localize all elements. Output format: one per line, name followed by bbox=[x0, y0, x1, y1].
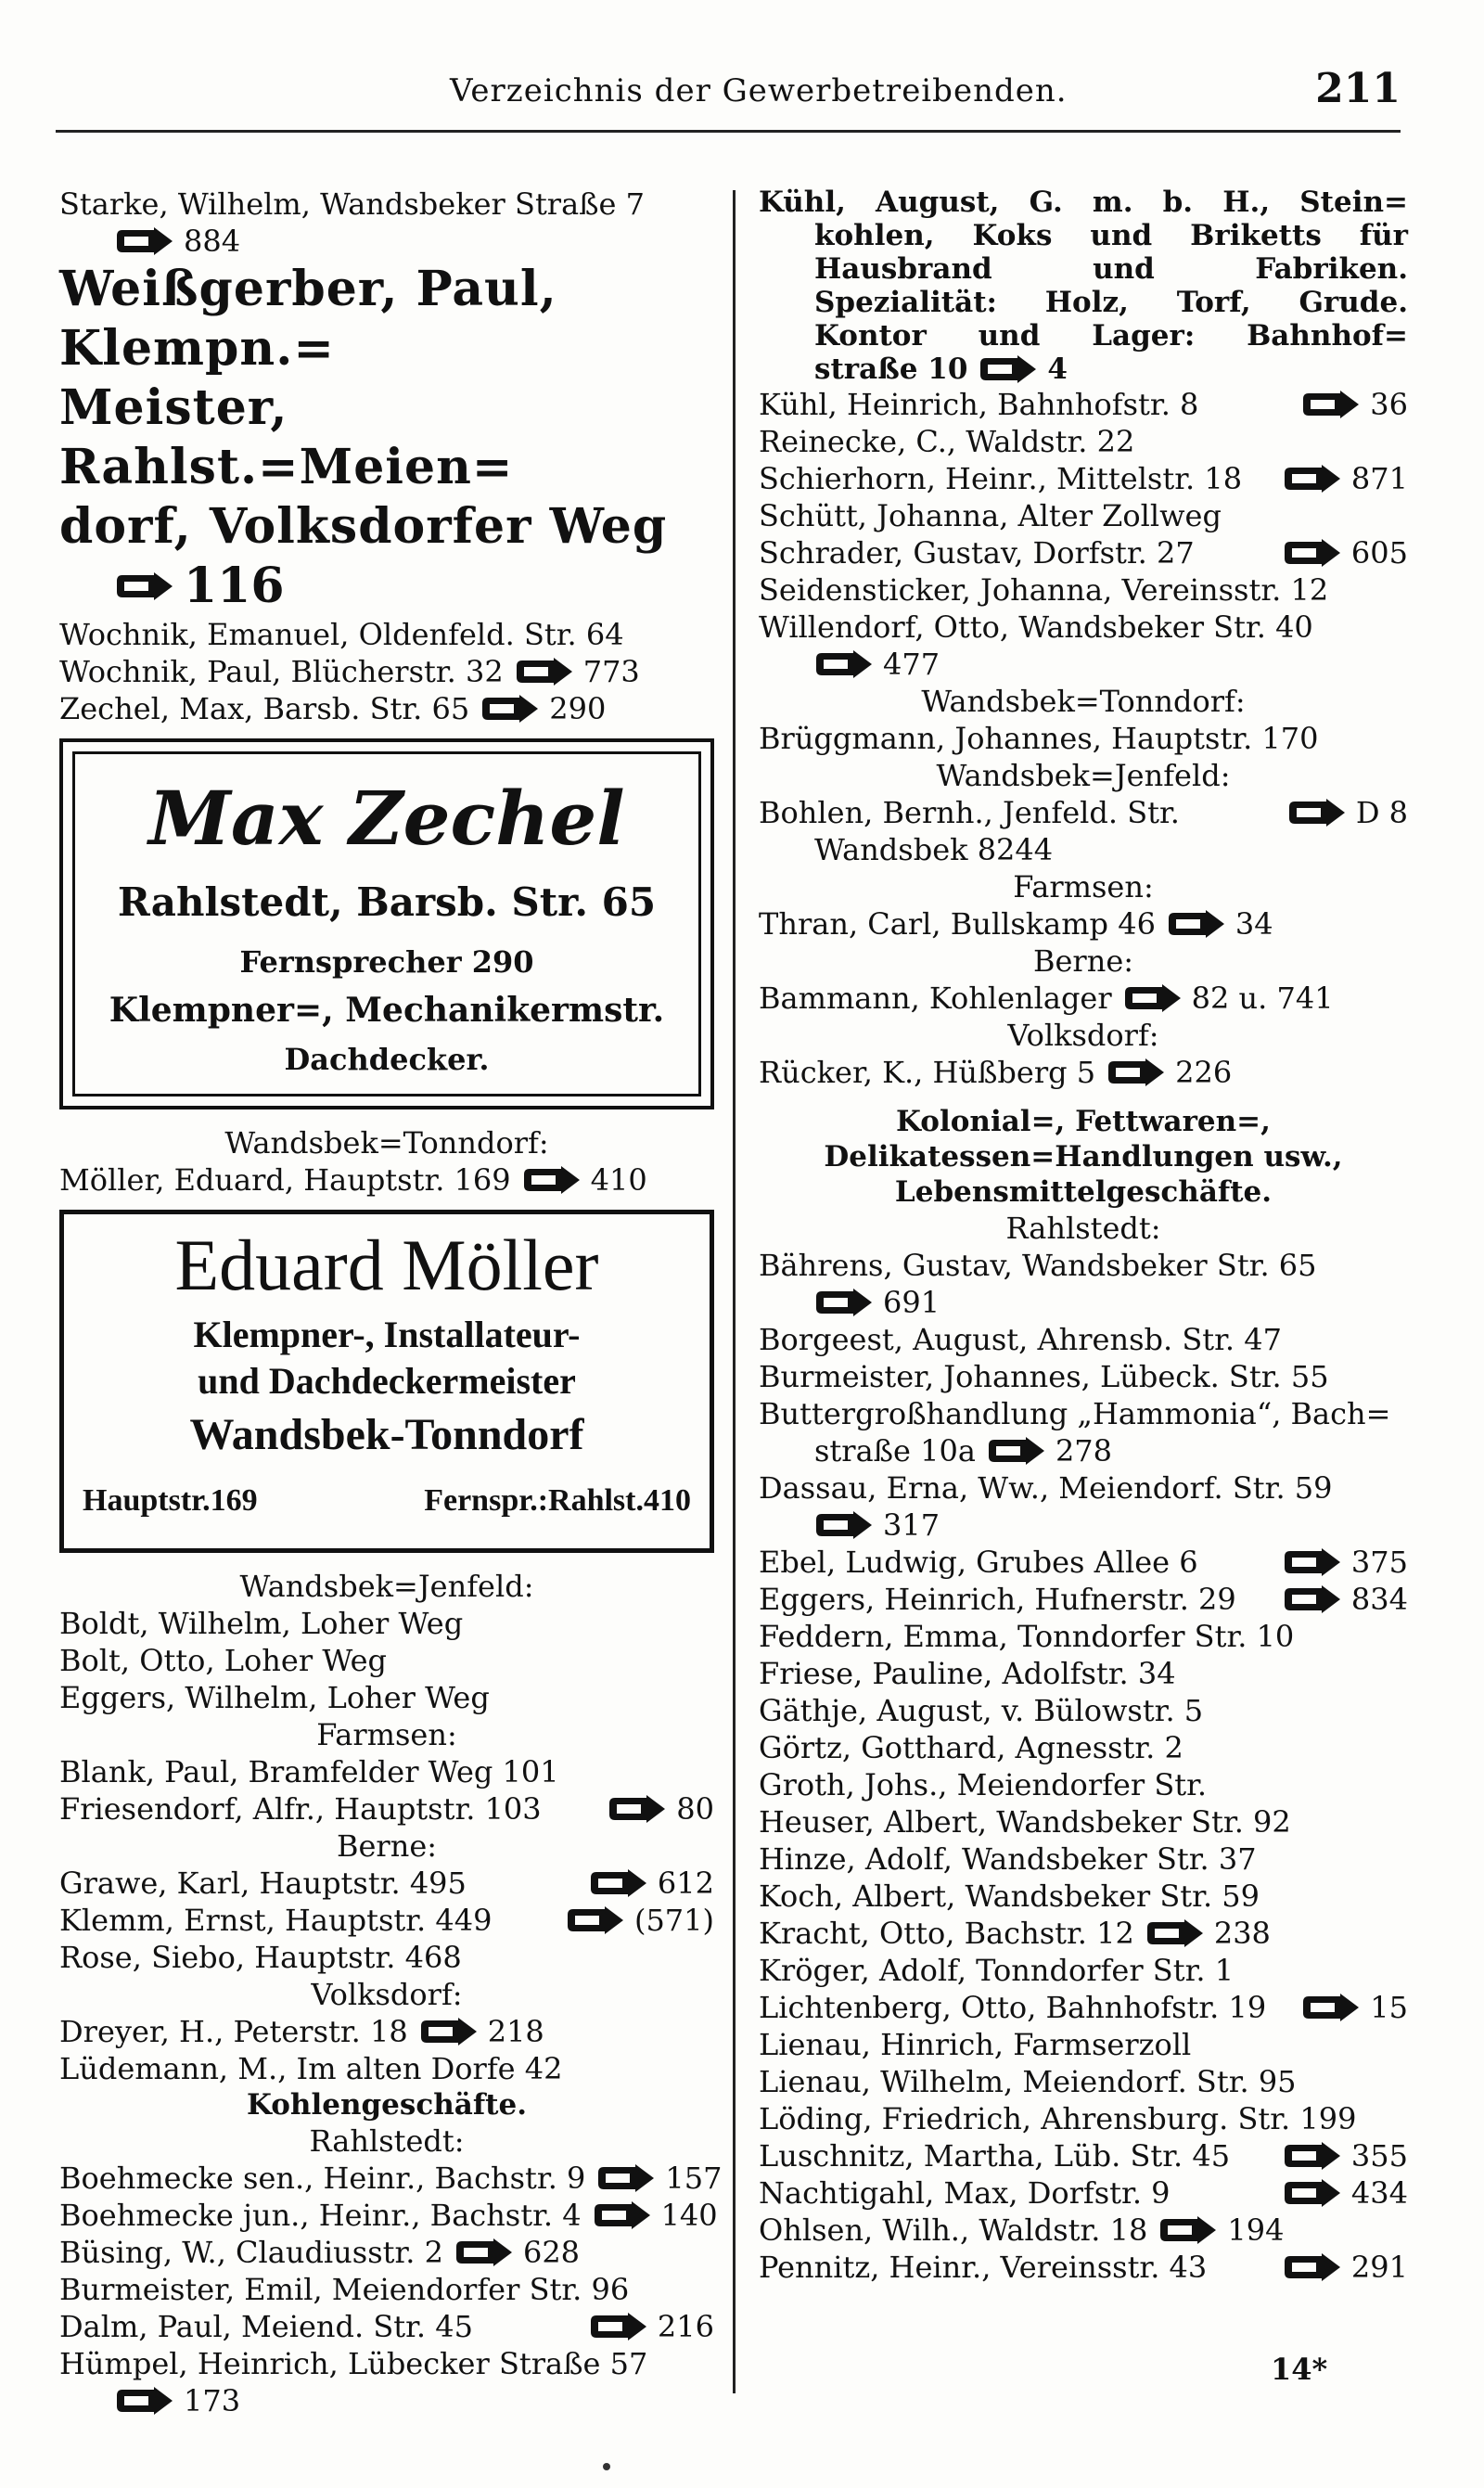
entry-line: Blank, Paul, Bramfelder Weg 101 bbox=[59, 1754, 559, 1789]
phone-entry: 355 bbox=[1283, 2137, 1408, 2174]
print-dot bbox=[603, 2463, 610, 2470]
phone-pointer-icon bbox=[1283, 2142, 1342, 2170]
entry-line: Rose, Siebo, Hauptstr. 468 bbox=[59, 1940, 462, 1975]
phone-pointer-icon bbox=[419, 2018, 479, 2046]
ad-trade-line: und Dachdeckermeister bbox=[198, 1360, 576, 1402]
section-heading: Wandsbek=Jenfeld: bbox=[936, 758, 1231, 793]
phone-pointer-icon bbox=[814, 650, 874, 678]
section-heading: Wandsbek=Tonndorf: bbox=[921, 684, 1246, 719]
phone-entry: 884 bbox=[115, 223, 240, 260]
phone-pointer-icon bbox=[1283, 2179, 1342, 2207]
phone-pointer-icon bbox=[454, 2238, 514, 2266]
phone-pointer-icon bbox=[566, 1906, 625, 1934]
bold-entry-line: Kontor und Lager: Bahnhof= bbox=[814, 319, 1408, 353]
entry-line: Grawe, Karl, Hauptstr. 495 612 bbox=[59, 1866, 714, 1901]
entry-line: Bohlen, Bernh., Jenfeld. Str. D 8 bbox=[759, 795, 1408, 830]
phone-entry: 278 bbox=[987, 1432, 1112, 1469]
entry-line: Boehmecke sen., Heinr., Bachstr. 9 157 bbox=[59, 2161, 723, 2196]
phone-entry: 226 bbox=[1107, 1054, 1232, 1091]
ad-name: Eduard Möller bbox=[174, 1225, 599, 1305]
bold-entry-line: Kühl, August, G. m. b. H., Stein= bbox=[759, 186, 1408, 219]
advertisement-max-zechel bbox=[59, 738, 714, 1109]
entry-line: Borgeest, August, Ahrensb. Str. 47 bbox=[759, 1322, 1282, 1357]
entry-line: Dalm, Paul, Meiend. Str. 45 216 bbox=[59, 2309, 714, 2344]
phone-entry: 216 bbox=[589, 2308, 714, 2345]
phone-entry: 290 bbox=[480, 690, 606, 727]
phone-pointer-icon bbox=[608, 1795, 667, 1823]
phone-entry: 82 u. 741 bbox=[1123, 980, 1334, 1017]
phone-entry: 34 bbox=[1167, 905, 1273, 943]
entry-line: Bolt, Otto, Loher Weg bbox=[59, 1643, 388, 1678]
entry-line: Nachtigahl, Max, Dorfstr. 9 434 bbox=[759, 2175, 1408, 2211]
bold-entry-line: kohlen, Koks und Briketts für bbox=[814, 219, 1408, 252]
phone-entry: 871 bbox=[1283, 460, 1408, 497]
entry-line: Kracht, Otto, Bachstr. 12 238 bbox=[759, 1916, 1271, 1951]
ad-address: Rahlstedt, Barsb. Str. 65 bbox=[117, 879, 657, 925]
phone-entry: 157 bbox=[596, 2160, 722, 2197]
entry-line: Friesendorf, Alfr., Hauptstr. 103 80 bbox=[59, 1791, 714, 1827]
phone-pointer-icon bbox=[1107, 1058, 1166, 1086]
entry-line: Dassau, Erna, Ww., Meiendorf. Str. 59 bbox=[759, 1470, 1333, 1506]
phone-pointer-icon bbox=[515, 658, 574, 686]
entry-line: Wandsbek 8244 bbox=[814, 832, 1054, 867]
phone-entry: 773 bbox=[515, 653, 640, 690]
advertisement-eduard-moller bbox=[59, 1210, 714, 1553]
entry-line: Görtz, Gotthard, Agnesstr. 2 bbox=[759, 1730, 1183, 1765]
entry-line: Möller, Eduard, Hauptstr. 169 410 bbox=[59, 1162, 647, 1198]
phone-entry: 36 bbox=[1301, 386, 1408, 423]
phone-pointer-icon bbox=[1123, 984, 1183, 1012]
phone-entry: 605 bbox=[1283, 534, 1408, 571]
signature-mark: 14* bbox=[1271, 2352, 1328, 2387]
phone-pointer-icon bbox=[1283, 2253, 1342, 2281]
entry-line: Kühl, Heinrich, Bahnhofstr. 8 36 bbox=[759, 387, 1408, 422]
entry-line: Seidensticker, Johanna, Vereinsstr. 12 bbox=[759, 572, 1329, 608]
entry-line bbox=[759, 646, 1408, 683]
entry-line: Groth, Johs., Meiendorfer Str. bbox=[759, 1767, 1208, 1802]
phone-entry: 140 bbox=[593, 2197, 718, 2234]
phone-pointer-icon bbox=[1301, 1994, 1361, 2021]
entry-line: Ohlsen, Wilh., Waldstr. 18 194 bbox=[759, 2212, 1285, 2248]
bold-entry-line: straße 10 4 bbox=[814, 353, 1068, 386]
section-heading: Rahlstedt: bbox=[309, 2123, 465, 2159]
section-heading: Berne: bbox=[1032, 943, 1134, 979]
entry-line: Heuser, Albert, Wandsbeker Str. 92 bbox=[759, 1804, 1291, 1840]
phone-entry: 15 bbox=[1301, 1989, 1408, 2026]
entry-line: Starke, Wilhelm, Wandsbeker Straße 7 bbox=[59, 186, 646, 222]
entry-line: Hinze, Adolf, Wandsbeker Str. 37 bbox=[759, 1841, 1257, 1877]
section-heading: Wandsbek=Jenfeld: bbox=[239, 1569, 534, 1604]
section-heading: Volksdorf: bbox=[311, 1977, 463, 2012]
entry-line: Dreyer, H., Peterstr. 18 218 bbox=[59, 2014, 544, 2049]
phone-entry: 218 bbox=[419, 2013, 544, 2050]
phone-pointer-icon bbox=[1283, 539, 1342, 567]
entry-line: Friese, Pauline, Adolfstr. 34 bbox=[759, 1656, 1176, 1691]
entry-line: Pennitz, Heinr., Vereinsstr. 43 291 bbox=[759, 2250, 1408, 2285]
entry-line: Lichtenberg, Otto, Bahnhofstr. 19 15 bbox=[759, 1990, 1408, 2025]
entry-line: Boehmecke jun., Heinr., Bachstr. 4 140 bbox=[59, 2198, 718, 2233]
phone-entry: 238 bbox=[1145, 1915, 1271, 1952]
ad-city: Wandsbek-Tonndorf bbox=[189, 1410, 584, 1459]
bold-entry-line: dorf, Volksdorfer Weg bbox=[59, 498, 668, 555]
bold-entry-line: Hausbrand und Fabriken. bbox=[814, 252, 1408, 286]
entry-line: Wochnik, Emanuel, Oldenfeld. Str. 64 bbox=[59, 617, 624, 652]
entry-line: Bährens, Gustav, Wandsbeker Str. 65 bbox=[759, 1248, 1317, 1283]
section-title: Kohlengeschäfte. bbox=[246, 2088, 528, 2122]
phone-pointer-icon bbox=[1283, 1585, 1342, 1613]
ad-trade: Dachdecker. bbox=[284, 1042, 490, 1077]
entry-line: Büsing, W., Claudiusstr. 2 628 bbox=[59, 2235, 581, 2270]
entry-line: Eggers, Wilhelm, Loher Weg bbox=[59, 1680, 490, 1715]
entry-line: Klemm, Ernst, Hauptstr. 449 (571) bbox=[59, 1903, 714, 1938]
phone-entry: 628 bbox=[454, 2234, 580, 2271]
phone-entry: 477 bbox=[814, 646, 940, 683]
entry-line: Rücker, K., Hüßberg 5 226 bbox=[759, 1055, 1233, 1090]
phone-entry: 4 bbox=[979, 353, 1068, 386]
entry-line: Schierhorn, Heinr., Mittelstr. 18 871 bbox=[759, 461, 1408, 496]
entry-line: Hümpel, Heinrich, Lübecker Straße 57 bbox=[59, 2346, 648, 2381]
section-heading: Farmsen: bbox=[316, 1717, 457, 1752]
entry-line: Zechel, Max, Barsb. Str. 65 290 bbox=[59, 691, 607, 726]
ad-inner-frame bbox=[72, 751, 701, 1097]
phone-entry: 410 bbox=[522, 1161, 647, 1199]
entry-line: Brüggmann, Johannes, Hauptstr. 170 bbox=[759, 721, 1319, 756]
phone-pointer-icon bbox=[979, 355, 1038, 383]
phone-entry: D 8 bbox=[1287, 794, 1408, 831]
phone-pointer-icon bbox=[1301, 391, 1361, 418]
entry-line: Gäthje, August, v. Bülowstr. 5 bbox=[759, 1693, 1204, 1728]
section-heading: Wandsbek=Tonndorf: bbox=[224, 1125, 549, 1161]
section-heading: Farmsen: bbox=[1013, 869, 1154, 904]
phone-entry: 375 bbox=[1283, 1544, 1408, 1581]
phone-pointer-icon bbox=[1145, 1919, 1205, 1947]
entry-line: Thran, Carl, Bullskamp 46 34 bbox=[759, 906, 1273, 942]
phone-pointer-icon bbox=[589, 2313, 648, 2341]
phone-pointer-icon bbox=[596, 2164, 656, 2192]
ad-phone: Fernsprecher 290 bbox=[239, 944, 534, 980]
entry-line: Kröger, Adolf, Tonndorfer Str. 1 bbox=[759, 1953, 1235, 1988]
section-title: Delikatessen=Handlungen usw., bbox=[824, 1140, 1343, 1173]
entry-line: Lienau, Wilhelm, Meiendorf. Str. 95 bbox=[759, 2064, 1297, 2099]
entry-line: Schrader, Gustav, Dorfstr. 27 605 bbox=[759, 535, 1408, 571]
entry-line: Buttergroßhandlung „Hammonia“, Bach= bbox=[759, 1396, 1391, 1431]
phone-entry: 434 bbox=[1283, 2174, 1408, 2212]
entry-line: Luschnitz, Martha, Lüb. Str. 45 355 bbox=[759, 2138, 1408, 2174]
ad-phone: Fernspr.:Rahlst.410 bbox=[424, 1483, 691, 1518]
entry-line: Ebel, Ludwig, Grubes Allee 6 375 bbox=[759, 1545, 1408, 1580]
entry-line: Wochnik, Paul, Blücherstr. 32 773 bbox=[59, 654, 640, 689]
entry-line: Lienau, Hinrich, Farmserzoll bbox=[759, 2027, 1192, 2062]
phone-pointer-icon bbox=[1167, 910, 1226, 938]
section-heading: Rahlstedt: bbox=[1005, 1211, 1161, 1246]
left-column bbox=[59, 186, 723, 2419]
phone-pointer-icon bbox=[987, 1437, 1046, 1465]
phone-entry: 291 bbox=[1283, 2249, 1408, 2286]
phone-pointer-icon bbox=[1283, 465, 1342, 493]
entry-line: Feddern, Emma, Tonndorfer Str. 10 bbox=[759, 1619, 1295, 1654]
ad-footer bbox=[83, 1483, 691, 1519]
phone-pointer-icon bbox=[522, 1166, 582, 1194]
entry-line: Burmeister, Johannes, Lübeck. Str. 55 bbox=[759, 1359, 1329, 1394]
phone-pointer-icon bbox=[1287, 799, 1347, 827]
phone-entry: 173 bbox=[115, 2382, 240, 2419]
entry-line: Löding, Friedrich, Ahrensburg. Str. 199 bbox=[759, 2101, 1357, 2136]
phone-pointer-icon bbox=[589, 1869, 648, 1897]
bold-entry-line: Spezialität: Holz, Torf, Grude. bbox=[814, 286, 1408, 319]
ad-street: Hauptstr.169 bbox=[83, 1483, 258, 1518]
phone-pointer-icon bbox=[814, 1511, 874, 1539]
phone-pointer-icon bbox=[115, 227, 174, 255]
entry-line: Bammann, Kohlenlager 82 u. 741 bbox=[759, 981, 1334, 1016]
phone-entry: 834 bbox=[1283, 1581, 1408, 1618]
entry-line: Boldt, Wilhelm, Loher Weg bbox=[59, 1606, 464, 1641]
section-title: Lebensmittelgeschäfte. bbox=[894, 1175, 1273, 1209]
section-title: Kolonial=, Fettwaren=, bbox=[896, 1105, 1271, 1138]
phone-pointer-icon bbox=[480, 695, 540, 723]
phone-pointer-icon bbox=[1283, 1548, 1342, 1576]
entry-line bbox=[759, 1507, 1408, 1544]
phone-entry: 116 bbox=[115, 557, 285, 616]
page-header bbox=[56, 65, 1401, 133]
entry-line: Schütt, Johanna, Alter Zollweg bbox=[759, 498, 1222, 533]
entry-line: Reinecke, C., Waldstr. 22 bbox=[759, 424, 1135, 459]
right-column bbox=[759, 186, 1408, 2286]
entry-line bbox=[59, 2382, 714, 2419]
ad-name: Max Zechel bbox=[148, 775, 625, 862]
entry-line bbox=[59, 223, 714, 260]
phone-entry: 317 bbox=[814, 1507, 940, 1544]
phone-pointer-icon bbox=[115, 2387, 174, 2415]
section-heading: Berne: bbox=[336, 1828, 438, 1864]
bold-entry-line: Meister, Rahlst.=Meien= bbox=[59, 379, 514, 495]
entry-line: Burmeister, Emil, Meiendorfer Str. 96 bbox=[59, 2272, 630, 2307]
phone-entry: (571) bbox=[566, 1902, 714, 1939]
page-number: 211 bbox=[1315, 65, 1401, 112]
entry-line: Willendorf, Otto, Wandsbeker Str. 40 bbox=[759, 609, 1313, 645]
bold-entry-line: Weißgerber, Paul, Klempn.= bbox=[59, 261, 557, 377]
section-heading: Volksdorf: bbox=[1007, 1018, 1159, 1053]
phone-pointer-icon bbox=[814, 1289, 874, 1316]
phone-pointer-icon bbox=[1158, 2216, 1218, 2244]
phone-entry: 612 bbox=[589, 1865, 714, 1902]
running-title: Verzeichnis der Gewerbetreibenden. bbox=[450, 72, 1068, 109]
phone-pointer-icon bbox=[593, 2201, 652, 2229]
entry-line bbox=[759, 1284, 1408, 1321]
column-divider bbox=[733, 190, 736, 2393]
phone-pointer-icon bbox=[115, 572, 174, 600]
entry-line: Eggers, Heinrich, Hufnerstr. 29 834 bbox=[759, 1582, 1408, 1617]
ad-services: Klempner=, Mechanikermstr. bbox=[109, 991, 665, 1030]
entry-line: Koch, Albert, Wandsbeker Str. 59 bbox=[759, 1879, 1260, 1914]
phone-entry: 691 bbox=[814, 1284, 940, 1321]
phone-entry: 194 bbox=[1158, 2212, 1284, 2249]
ad-trade-line: Klempner-, Installateur- bbox=[193, 1314, 581, 1355]
entry-line: Lüdemann, M., Im alten Dorfe 42 bbox=[59, 2051, 563, 2086]
bold-entry-line bbox=[59, 557, 714, 616]
entry-line: straße 10a 278 bbox=[814, 1433, 1113, 1468]
phone-entry: 80 bbox=[608, 1790, 714, 1828]
